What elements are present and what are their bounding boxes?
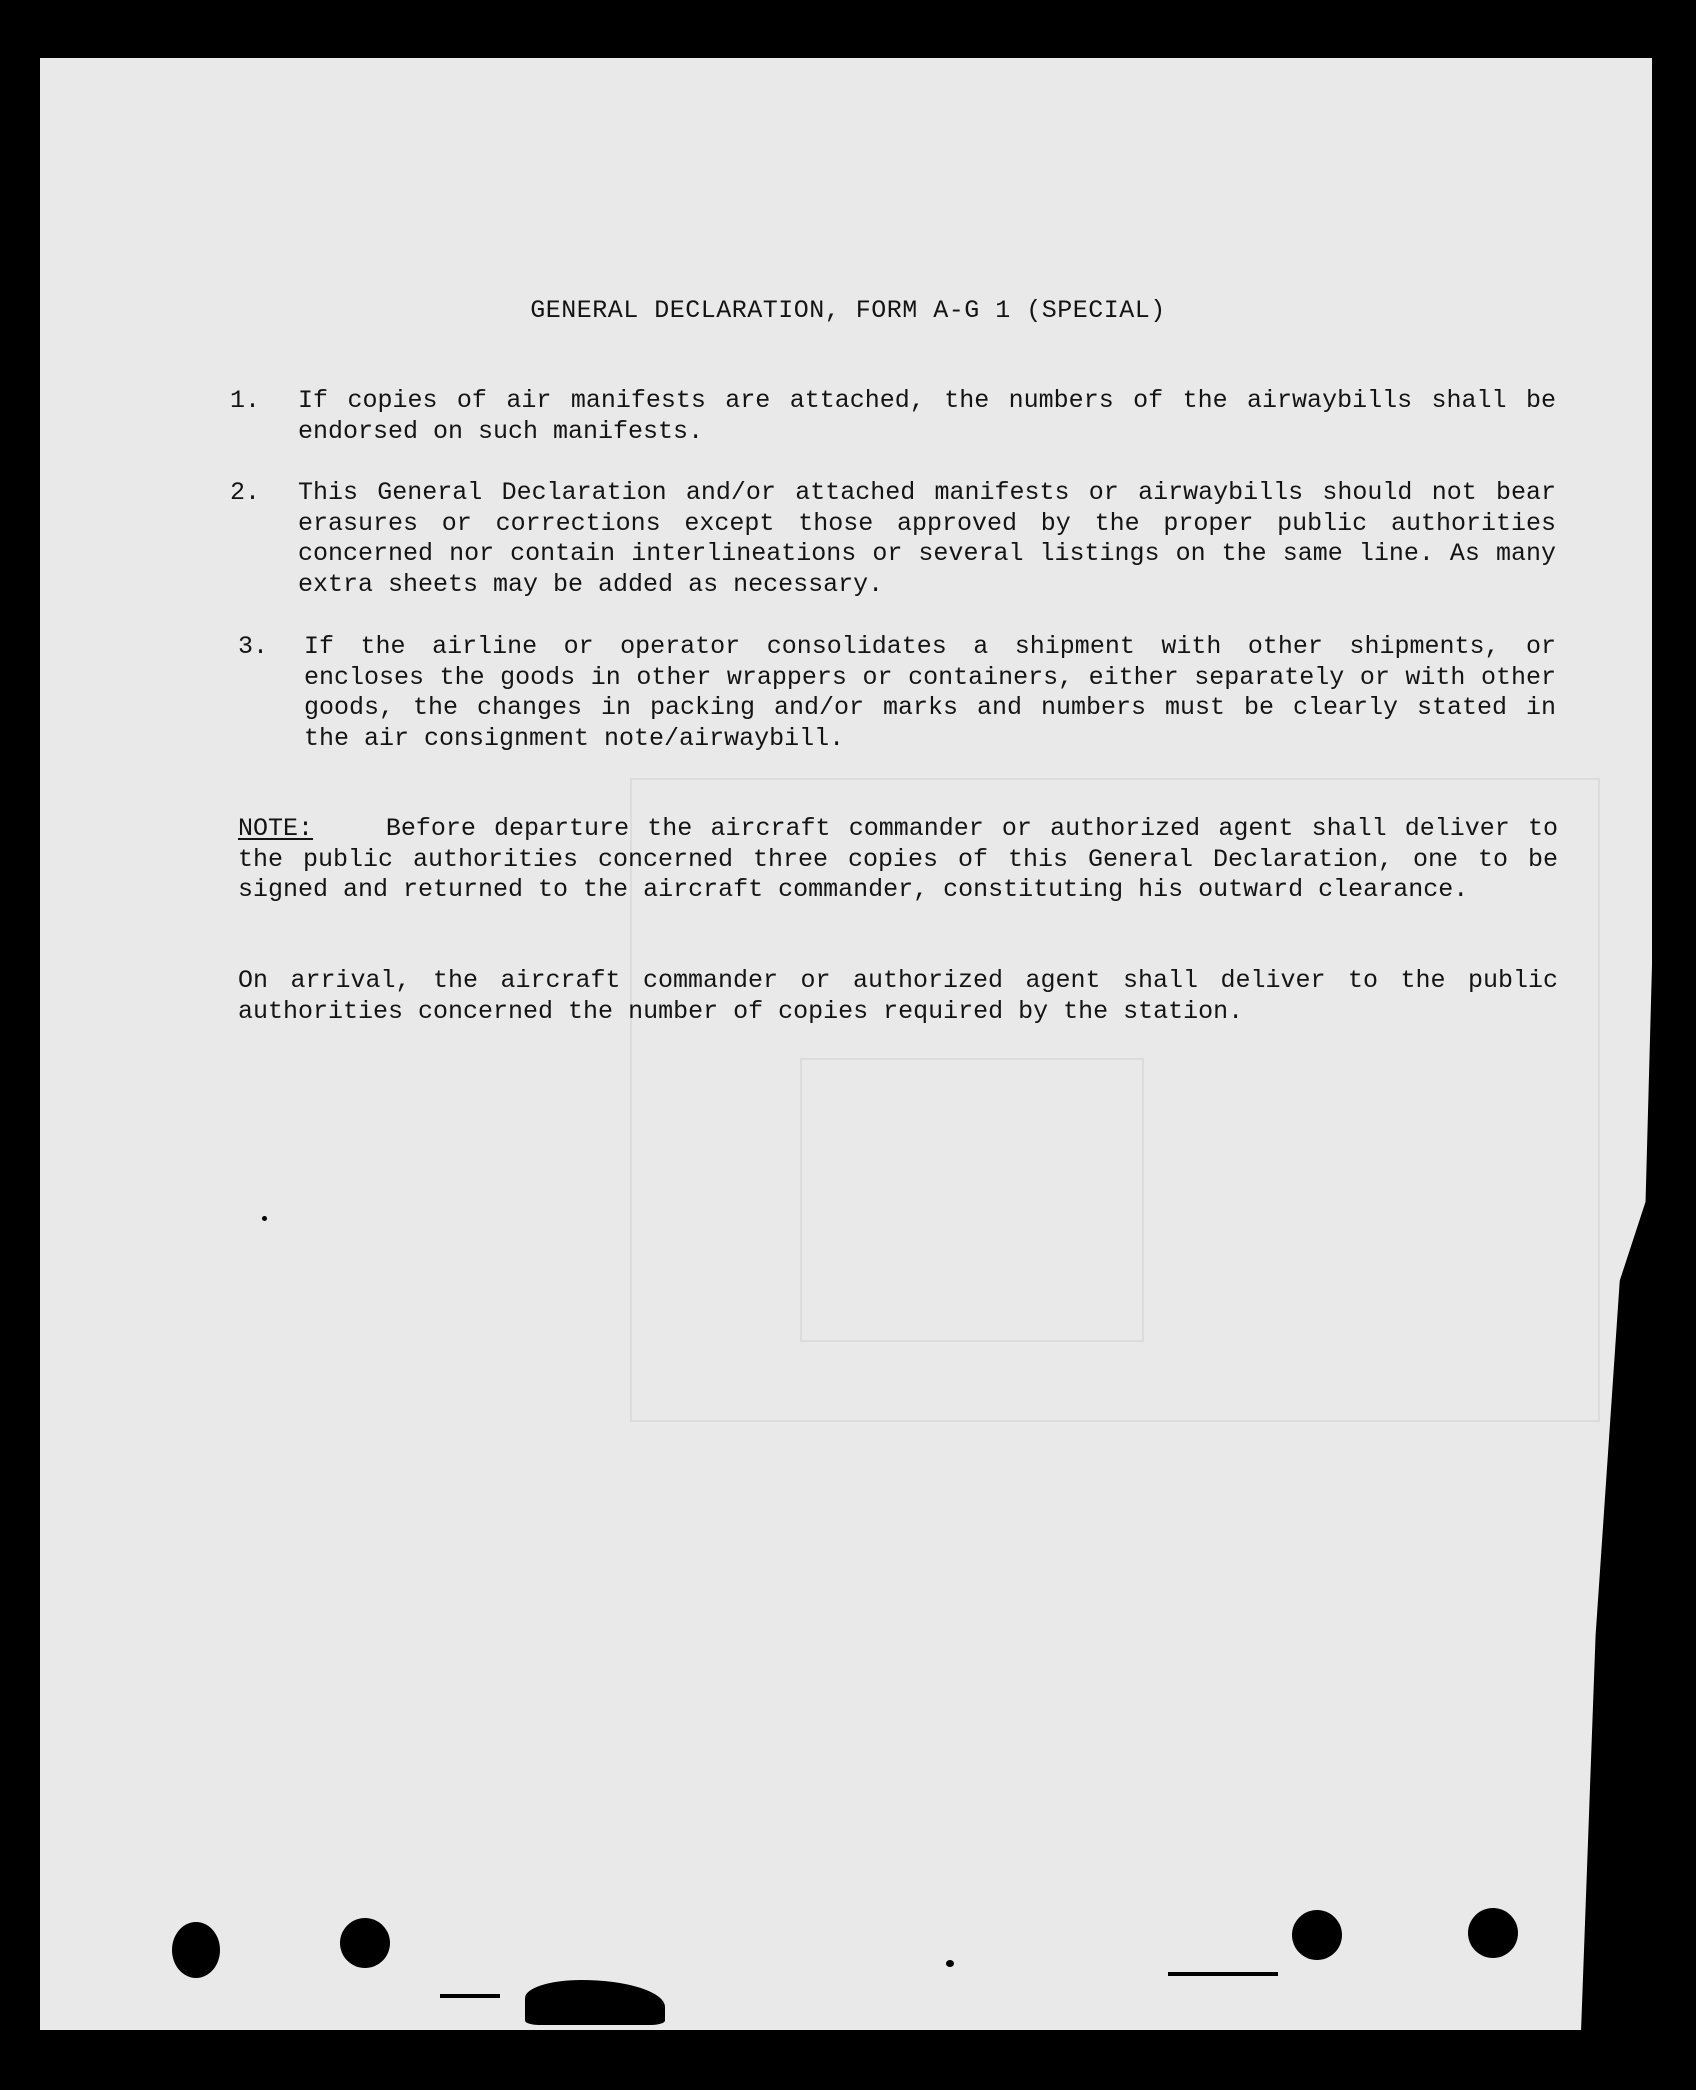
note-text: Before departure the aircraft commander or authorized agent shall deliver to the public authorities concerned three copies of this General Declaration, one to be signed and returned to the aircraft commander, constituting his outward clearance. <box>238 814 1559 904</box>
list-item-text: This General Declaration and/or attached manifests or airwaybills should not bear erasures or corrections except those approved by the proper public authorities concerned nor contain interlineations or several listings on the same line. As many extra sheets may be added as necessary. <box>298 478 1556 599</box>
stray-mark <box>946 1960 954 1967</box>
stray-mark <box>1168 1972 1278 1976</box>
punch-hole <box>340 1918 390 1968</box>
bleed-through-box <box>800 1058 1144 1342</box>
stray-mark <box>262 1216 267 1221</box>
list-item-text: If copies of air manifests are attached, the numbers of the airwaybills shall be endorsed on such manifests. <box>298 386 1556 446</box>
list-item <box>230 386 1556 447</box>
list-item-number: 2. <box>230 478 261 507</box>
note-label: NOTE: <box>238 814 314 843</box>
punch-hole <box>172 1922 220 1978</box>
list-item-number: 3. <box>238 632 269 661</box>
arrival-paragraph: On arrival, the aircraft commander or authorized agent shall deliver to the public authorities concerned the number of copies required by the station. <box>238 966 1558 1026</box>
list-item-number: 1. <box>230 386 261 415</box>
list-item-text: If the airline or operator consolidates a shipment with other shipments, or encloses the goods in other wrappers or containers, either separately or with other goods, the changes in packing and/or marks and numbers must be clearly stated in the air consignment note/airwaybill. <box>304 632 1556 753</box>
punch-hole <box>1468 1908 1518 1958</box>
note-paragraph <box>238 814 1558 906</box>
page-title: GENERAL DECLARATION, FORM A-G 1 (SPECIAL) <box>530 296 1166 325</box>
stray-mark <box>440 1994 500 1998</box>
document-page <box>40 58 1652 2030</box>
list-item <box>230 632 1556 754</box>
list-item <box>230 478 1556 600</box>
punch-hole <box>1292 1910 1342 1960</box>
